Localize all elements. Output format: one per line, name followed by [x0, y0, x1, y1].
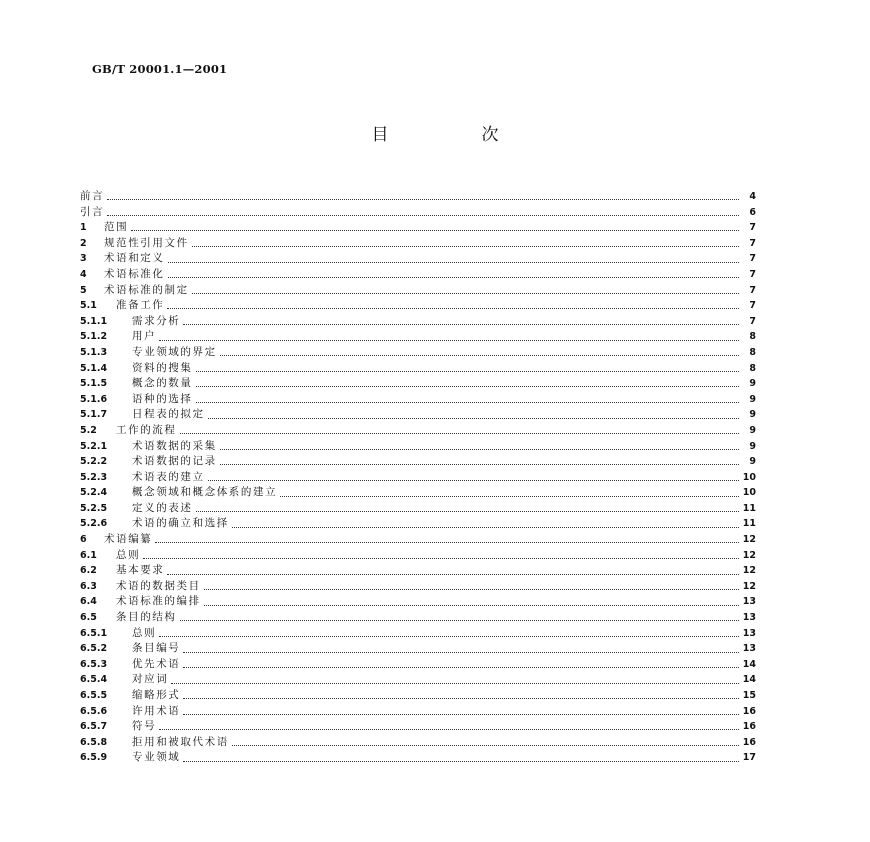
toc-leader-dots	[168, 262, 740, 263]
toc-entry[interactable]	[80, 501, 756, 517]
toc-entry[interactable]	[80, 423, 756, 439]
toc-leader-dots	[171, 683, 739, 684]
toc-leader-dots	[208, 480, 739, 481]
toc-entry-number: 3	[80, 253, 87, 265]
toc-entry-number: 2	[80, 237, 87, 249]
toc-leader-dots	[180, 620, 740, 621]
toc-entry[interactable]	[80, 220, 756, 236]
toc-leader-dots	[196, 511, 740, 512]
toc-entry[interactable]	[80, 704, 756, 720]
toc-entry[interactable]	[80, 189, 756, 205]
toc-entry-number: 6.5.7	[80, 721, 108, 733]
toc-entry-page: 9	[749, 424, 756, 436]
toc-leader-dots	[220, 449, 739, 450]
toc-entry-number: 6.5.8	[80, 736, 108, 748]
toc-entry-page: 11	[742, 518, 756, 530]
toc-entry[interactable]	[80, 439, 756, 455]
toc-entry-number: 6.3	[80, 580, 97, 592]
toc-entry-page: 13	[742, 627, 756, 639]
toc-entry-page: 7	[749, 253, 756, 265]
toc-entry-title: 术语标准的编排	[116, 595, 201, 608]
toc-entry[interactable]	[80, 236, 756, 252]
toc-leader-dots	[232, 527, 739, 528]
toc-entry-page: 7	[749, 284, 756, 296]
toc-leader-dots	[280, 496, 739, 497]
toc-entry-title: 术语标准的制定	[104, 283, 189, 296]
toc-entry-page: 17	[742, 752, 756, 764]
toc-entry-title: 语种的选择	[132, 392, 193, 405]
toc-leader-dots	[168, 277, 740, 278]
toc-entry[interactable]	[80, 470, 756, 486]
toc-entry-title: 术语的数据类目	[116, 579, 201, 592]
toc-entry[interactable]	[80, 298, 756, 314]
toc-entry-number: 5.2.4	[80, 487, 108, 499]
toc-entry-title: 概念的数量	[132, 377, 193, 390]
toc-entry-title: 术语和定义	[104, 252, 165, 265]
toc-leader-dots	[143, 558, 739, 559]
toc-leader-dots	[183, 324, 739, 325]
toc-leader-dots	[167, 308, 739, 309]
toc-entry-title: 资料的搜集	[132, 361, 193, 374]
toc-leader-dots	[159, 340, 739, 341]
toc-entry-number: 5.2.2	[80, 456, 108, 468]
toc-leader-dots	[107, 215, 739, 216]
toc-leader-dots	[155, 542, 739, 543]
toc-entry-page: 7	[749, 237, 756, 249]
toc-entry-page: 9	[749, 393, 756, 405]
toc-entry[interactable]	[80, 750, 756, 766]
toc-entry-title: 术语标准化	[104, 267, 165, 280]
toc-entry-number: 1	[80, 222, 87, 234]
toc-leader-dots	[167, 574, 739, 575]
toc-entry-number: 5.1.3	[80, 346, 108, 358]
toc-entry[interactable]	[80, 579, 756, 595]
toc-entry-number: 5.1.2	[80, 331, 108, 343]
toc-entry-title: 术语数据的记录	[132, 455, 217, 468]
toc-leader-dots	[196, 402, 740, 403]
toc-leader-dots	[220, 464, 739, 465]
toc-entry-number: 6.5.3	[80, 658, 108, 670]
toc-entry-page: 12	[742, 565, 756, 577]
toc-entry[interactable]	[80, 688, 756, 704]
toc-entry-page: 14	[742, 674, 756, 686]
toc-entry-title: 缩略形式	[132, 689, 181, 701]
toc-entry-title: 对应词	[132, 673, 169, 686]
toc-leader-dots	[192, 293, 739, 294]
toc-entry-number: 6.5.5	[80, 690, 108, 701]
toc-entry-page: 8	[749, 362, 756, 374]
toc-entry[interactable]	[80, 283, 756, 299]
toc-leader-dots	[232, 745, 739, 746]
toc-entry-number: 6	[80, 534, 87, 546]
toc-entry-title: 用户	[132, 330, 157, 343]
toc-entry[interactable]	[80, 361, 756, 377]
toc-entry[interactable]	[80, 329, 756, 345]
toc-entry-page: 10	[742, 487, 756, 499]
toc-entry-title: 基本要求	[116, 564, 165, 577]
toc-entry-page: 13	[742, 612, 756, 624]
toc-entry[interactable]	[80, 594, 756, 610]
toc-entry-page: 9	[749, 440, 756, 452]
toc-entry-title: 拒用和被取代术语	[132, 735, 229, 748]
toc-entry-title: 条目编号	[132, 642, 181, 655]
toc-entry-page: 12	[742, 580, 756, 592]
toc-entry-title: 符号	[132, 720, 157, 733]
toc-entry-page: 10	[742, 471, 756, 483]
toc-entry-title: 规范性引用文件	[104, 236, 189, 249]
toc-leader-dots	[159, 729, 739, 730]
toc-entry-number: 6.5.4	[80, 674, 108, 686]
toc-entry-title: 概念领域和概念体系的建立	[132, 486, 278, 499]
toc-entry-number: 6.5	[80, 612, 97, 624]
toc-entry-page: 12	[742, 534, 756, 546]
toc-entry-number: 6.1	[80, 549, 97, 561]
toc-leader-dots	[183, 652, 739, 653]
toc-entry-page: 14	[742, 658, 756, 670]
toc-entry[interactable]	[80, 563, 756, 579]
toc-entry-number: 5.2.5	[80, 502, 108, 514]
toc-entry-page: 6	[749, 206, 756, 218]
toc-leader-dots	[208, 418, 739, 419]
toc-entry-title: 优先术语	[132, 657, 181, 670]
toc-leader-dots	[183, 698, 739, 699]
toc-leader-dots	[192, 246, 739, 247]
toc-entry[interactable]	[80, 532, 756, 548]
toc-entry-title: 术语表的建立	[132, 470, 205, 483]
toc-leader-dots	[183, 714, 739, 715]
toc-entry-number: 6.2	[80, 565, 97, 577]
toc-entry-title: 定义的表述	[132, 501, 193, 514]
toc-entry-number: 5.1.1	[80, 315, 108, 327]
toc-entry-page: 16	[742, 721, 756, 733]
toc-entry-title: 条目的结构	[116, 611, 177, 624]
toc-entry[interactable]	[80, 392, 756, 408]
toc-entry-title: 日程表的拟定	[132, 408, 205, 421]
toc-leader-dots	[204, 605, 739, 606]
standard-code: GB/T 20001.1—2001	[92, 62, 228, 76]
toc-entry-page: 9	[749, 378, 756, 390]
toc-entry[interactable]	[80, 454, 756, 470]
toc-entry-page: 7	[749, 315, 756, 327]
toc-entry[interactable]	[80, 610, 756, 626]
toc-entry-number: 6.5.2	[80, 643, 108, 655]
toc-entry-page: 7	[749, 222, 756, 234]
toc-entry-number: 5.2.3	[80, 471, 108, 483]
toc-entry-number: 6.5.1	[80, 627, 108, 639]
toc-entry-number: 5	[80, 284, 87, 296]
toc-entry[interactable]	[80, 626, 756, 642]
toc-entry-page: 13	[742, 643, 756, 655]
toc-entry-page: 12	[742, 549, 756, 561]
table-of-contents	[80, 189, 756, 766]
toc-entry-title: 需求分析	[132, 314, 181, 327]
toc-entry-title: 术语编纂	[104, 533, 153, 546]
toc-entry-number: 5.2.6	[80, 518, 108, 530]
toc-entry-page: 16	[742, 705, 756, 717]
toc-entry[interactable]	[80, 657, 756, 673]
toc-entry-number: 6.4	[80, 596, 97, 608]
toc-entry-title: 术语数据的采集	[132, 439, 217, 452]
toc-leader-dots	[183, 761, 739, 762]
toc-leader-dots	[220, 355, 739, 356]
toc-entry-number: 5.1.5	[80, 378, 108, 390]
toc-entry-number: 5.1.7	[80, 409, 108, 421]
toc-entry-page: 9	[749, 456, 756, 468]
toc-entry[interactable]	[80, 345, 756, 361]
toc-leader-dots	[196, 371, 740, 372]
toc-leader-dots	[180, 433, 740, 434]
toc-entry[interactable]	[80, 251, 756, 267]
toc-entry[interactable]	[80, 672, 756, 688]
toc-entry[interactable]	[80, 516, 756, 532]
toc-entry-title: 术语的确立和选择	[132, 517, 229, 530]
toc-leader-dots	[159, 636, 739, 637]
toc-entry-title: 专业领域的界定	[132, 345, 217, 358]
toc-entry-page: 7	[749, 300, 756, 312]
toc-entry-number: 5.2.1	[80, 440, 108, 452]
toc-title: 目 次	[371, 125, 537, 145]
toc-entry[interactable]	[80, 407, 756, 423]
toc-entry-number: 6.5.9	[80, 752, 108, 764]
toc-entry-page: 8	[749, 346, 756, 358]
toc-entry-page: 7	[749, 268, 756, 280]
toc-entry-page: 15	[742, 690, 756, 701]
toc-entry-title: 前言	[80, 190, 105, 202]
toc-entry-page: 13	[742, 596, 756, 608]
toc-entry-page: 11	[742, 502, 756, 514]
toc-entry[interactable]	[80, 267, 756, 283]
toc-entry-page: 16	[742, 736, 756, 748]
toc-entry-title: 准备工作	[116, 299, 165, 312]
toc-entry-number: 5.2	[80, 424, 97, 436]
toc-leader-dots	[196, 386, 740, 387]
toc-entry-number: 4	[80, 268, 87, 280]
toc-leader-dots	[107, 199, 739, 200]
toc-entry[interactable]	[80, 719, 756, 735]
toc-entry-page: 4	[749, 191, 756, 202]
toc-entry-number: 5.1	[80, 300, 97, 312]
toc-entry-title: 总则	[116, 548, 141, 561]
toc-entry-number: 6.5.6	[80, 705, 108, 717]
toc-entry[interactable]	[80, 641, 756, 657]
toc-entry-number: 5.1.6	[80, 393, 108, 405]
toc-entry[interactable]	[80, 548, 756, 564]
toc-leader-dots	[131, 230, 739, 231]
toc-entry-title: 许用术语	[132, 704, 181, 717]
toc-entry-title: 专业领域	[132, 751, 181, 764]
toc-entry[interactable]	[80, 735, 756, 751]
toc-entry-title: 范围	[104, 221, 129, 234]
toc-entry-number: 5.1.4	[80, 362, 108, 374]
toc-entry-title: 工作的流程	[116, 423, 177, 436]
toc-leader-dots	[204, 589, 739, 590]
toc-entry[interactable]	[80, 376, 756, 392]
toc-entry-title: 引言	[80, 205, 105, 218]
toc-entry[interactable]	[80, 314, 756, 330]
toc-entry[interactable]	[80, 485, 756, 501]
toc-entry-page: 8	[749, 331, 756, 343]
toc-leader-dots	[183, 667, 739, 668]
toc-entry-title: 总则	[132, 626, 157, 639]
toc-entry-page: 9	[749, 409, 756, 421]
toc-entry[interactable]	[80, 205, 756, 221]
